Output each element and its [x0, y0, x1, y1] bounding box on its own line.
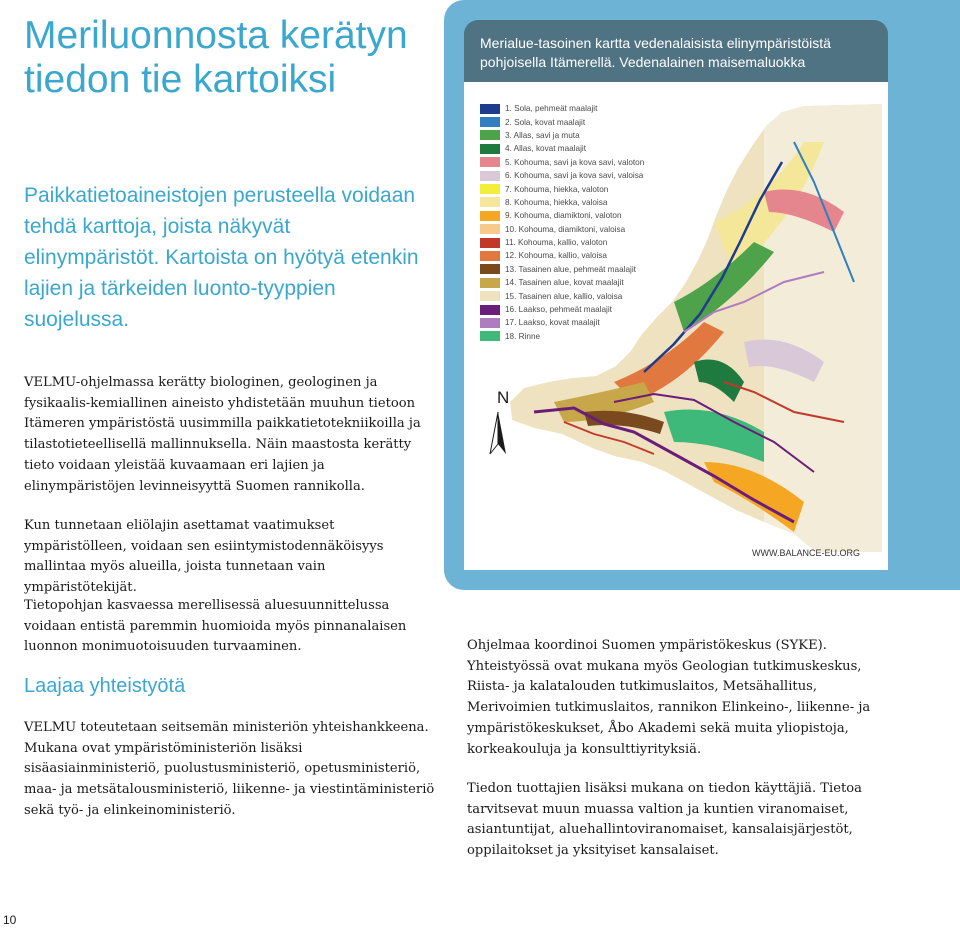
north-arrow-label: N [497, 388, 510, 407]
legend-label: 2. Sola, kovat maalajit [505, 117, 586, 127]
body-paragraph-data-users: Tiedon tuottajien lisäksi mukana on tiedon käyttäjiä. Tietoa tarvitsevat muun muassa valtion ja kuntien viranomaiset, asiantuntijat, aluehallintoviranomaiset, kansalaisjärjestöt, oppilaitokset ja yksityiset kansalaiset. [467, 781, 862, 859]
legend-label: 1. Sola, pehmeät maalajit [505, 104, 598, 114]
legend-swatch [480, 211, 500, 221]
legend-item [480, 316, 644, 329]
lead-paragraph: Paikkatietoaineistojen perusteella voidaan tehdä karttoja, joista näkyvät elinympäristöt. Kartoista on hyötyä etenkin lajien ja tärkeiden luonto-tyyppien suojelussa. [24, 184, 419, 331]
legend-label: 11. Kohouma, kallio, valoton [505, 238, 608, 248]
legend-swatch [480, 157, 500, 167]
legend-item [480, 236, 644, 249]
body-paragraph-ministries: VELMU toteutetaan seitsemän ministeriön yhteishankkeena. Mukana ovat ympäristöministeriön lisäksi sisäasiainministeriö, puolustusministeriö, opetusministeriö, maa- ja metsätalousministeriö, liikenne- ja viestintäministeriö sekä työ- ja elinkeinoministeriö. [24, 720, 435, 818]
body-paragraph-species-modelling: Kun tunnetaan eliölajin asettamat vaatimukset ympäristölleen, voidaan sen esiintymistodennäköisyys mallintaa myös alueilla, joista tunnetaan vain ympäristötekijät. [24, 518, 384, 596]
legend-swatch [480, 197, 500, 207]
body-paragraph-planning: Tietopohjan kasvaessa merellisessä aluesuunnittelussa voidaan entistä paremmin huomioida myös pinnanalaisen luonnon monimuotoisuuden turvaaminen. [24, 598, 407, 655]
legend-label: 10. Kohouma, diamiktoni, valoisa [505, 224, 626, 234]
page-title: Meriluonnosta kerätyn tiedon tie kartoiksi [24, 14, 408, 101]
legend-swatch [480, 264, 500, 274]
legend-item [480, 169, 644, 182]
legend-swatch [480, 331, 500, 341]
legend-item [480, 156, 644, 169]
legend-item [480, 196, 644, 209]
legend-label: 14. Tasainen alue, kovat maalajit [505, 278, 624, 288]
legend-swatch [480, 171, 500, 181]
legend-swatch [480, 184, 500, 194]
legend-label: 6. Kohouma, savi ja kova savi, valoisa [505, 171, 644, 181]
legend-label: 5. Kohouma, savi ja kova savi, valoton [505, 157, 645, 167]
legend-item [480, 129, 644, 142]
legend-item [480, 223, 644, 236]
legend-item [480, 303, 644, 316]
legend-label: 15. Tasainen alue, kallio, valoisa [505, 291, 623, 301]
legend-item [480, 209, 644, 222]
legend-swatch [480, 117, 500, 127]
page-number: 10 [3, 913, 17, 927]
legend-swatch [480, 104, 500, 114]
legend-swatch [480, 278, 500, 288]
legend-label: 17. Laakso, kovat maalajit [505, 318, 600, 328]
body-paragraph-coordination: Ohjelmaa koordinoi Suomen ympäristökeskus (SYKE). Yhteistyössä ovat mukana myös Geologian tutkimuskeskus, Riista- ja kalatalouden tutkimuslaitos, Metsähallitus, Merivoimien tutkimuslaitos, rannikon Elinkeino-, liikenne- ja ympäristökeskukset, Åbo Akademi sekä muita yliopistoja, korkeakouluja ja konsulttiyrityksiä. [467, 638, 871, 757]
legend-swatch [480, 144, 500, 154]
legend-swatch [480, 318, 500, 328]
map-title: Merialue-tasoinen kartta vedenalaisista elinympäristöistä pohjoisella Itämerellä. Vedenalainen maisemaluokka [480, 35, 831, 70]
legend-label: 13. Tasainen alue, pehmeät maalajit [505, 264, 636, 274]
legend-swatch [480, 130, 500, 140]
legend-label: 7. Kohouma, hiekka, valoton [505, 184, 609, 194]
legend-label: 4. Allas, kovat maalajit [505, 144, 587, 154]
legend-item [480, 249, 644, 262]
legend-swatch [480, 238, 500, 248]
legend-item [480, 276, 644, 289]
legend-item [480, 182, 644, 195]
legend-item [480, 142, 644, 155]
legend-item [480, 115, 644, 128]
map-legend [480, 102, 644, 343]
north-arrow [490, 388, 509, 454]
legend-swatch [480, 305, 500, 315]
legend-label: 3. Allas, savi ja muta [505, 130, 580, 140]
legend-label: 8. Kohouma, hiekka, valoisa [505, 197, 608, 207]
legend-swatch [480, 291, 500, 301]
legend-label: 9. Kohouma, diamiktoni, valoton [505, 211, 622, 221]
body-paragraph-velmu-data: VELMU-ohjelmassa kerätty biologinen, geologinen ja fysikaalis-kemiallinen aineisto yhdistetään muuhun tietoon Itämeren ympäristöstä uusimmilla paikkatietotekniikoilla ja tilastotieteellisellä mallinnuksella. Näin maastosta kerätty tieto voidaan yleistää kuvaamaan eri lajien ja elinympäristöjen levinneisyyttä Suomen rannikolla. [24, 375, 421, 494]
section-heading-cooperation: Laajaa yhteistyötä [24, 675, 186, 697]
legend-swatch [480, 251, 500, 261]
legend-item [480, 289, 644, 302]
legend-label: 12. Kohouma, kallio, valoisa [505, 251, 607, 261]
legend-item [480, 330, 644, 343]
legend-item [480, 102, 644, 115]
habitat-map [464, 82, 888, 570]
map-source-url: WWW.BALANCE-EU.ORG [752, 548, 861, 558]
legend-item [480, 263, 644, 276]
legend-label: 18. Rinne [505, 331, 541, 341]
map-header [464, 20, 888, 82]
legend-swatch [480, 224, 500, 234]
legend-label: 16. Laakso, pehmeät maalajit [505, 305, 612, 315]
